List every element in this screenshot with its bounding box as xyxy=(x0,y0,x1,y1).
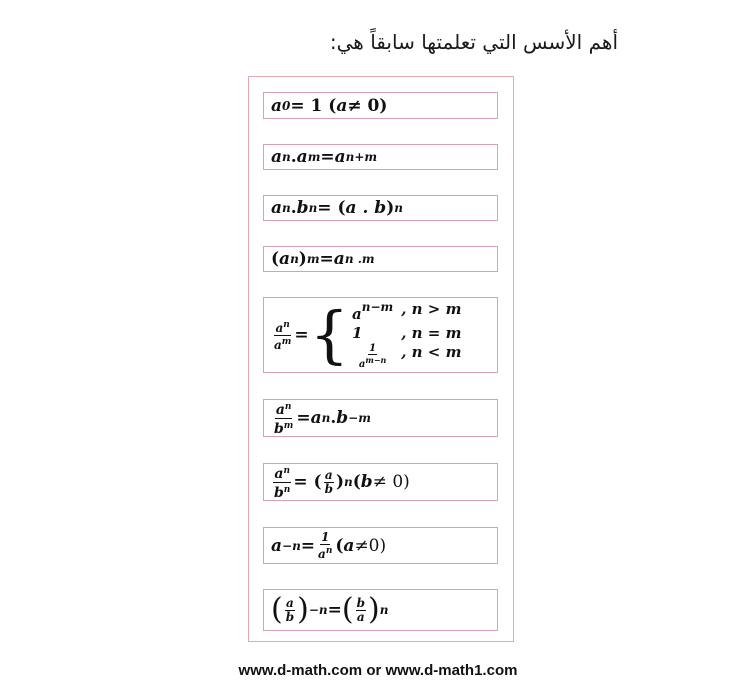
rule-9-right-num: b xyxy=(356,595,365,610)
rule-9-right-den: a xyxy=(356,609,365,624)
rule-8-den: a xyxy=(318,546,326,561)
rule-5-den: a xyxy=(274,337,282,352)
rule-6-dot: . xyxy=(330,408,337,428)
rule-power-of-power xyxy=(263,246,498,272)
rule-7-e: n xyxy=(344,475,353,489)
rule-7-inner-fraction xyxy=(324,469,334,496)
rule-6-num-exp: n xyxy=(284,401,292,412)
rule-5-case-3-den-exp: m−n xyxy=(365,355,387,365)
rule-7-cond-open: ( xyxy=(352,472,361,492)
rule-1-rhs: = 1 ( xyxy=(290,95,337,116)
rule-4-b: a xyxy=(333,249,345,269)
rule-negative-exponent xyxy=(263,527,498,564)
rule-6-b: b xyxy=(336,408,349,428)
rule-2-e: n+m xyxy=(345,150,378,164)
rule-7-den: b xyxy=(274,484,284,501)
rule-9-left-den: b xyxy=(285,609,295,624)
rule-2-b: a xyxy=(296,147,308,167)
rule-1-cond: a xyxy=(336,95,348,116)
rule-product-same-exponent xyxy=(263,195,498,221)
rule-5-num-exp: n xyxy=(283,319,290,330)
rule-7-inner-den: b xyxy=(324,481,333,496)
rule-5-case-1: a xyxy=(352,305,362,323)
rule-8-fraction xyxy=(317,531,333,561)
rule-8-e: −n xyxy=(282,538,301,553)
rule-7-fraction xyxy=(273,464,291,501)
rule-6-n: n xyxy=(321,411,331,425)
rule-3-e: n xyxy=(394,201,403,215)
rule-zero-exponent xyxy=(263,92,498,119)
rule-1-exponent: 0 xyxy=(282,98,291,113)
rule-3-close: ) xyxy=(386,198,395,218)
rule-3-c: a . b xyxy=(345,198,387,218)
rule-quotient-same-exponent xyxy=(263,463,498,501)
rule-1-base: a xyxy=(271,95,283,116)
rule-5-case-3 xyxy=(354,343,391,370)
rule-9-fraction-left xyxy=(285,597,295,624)
rule-4-n: n xyxy=(290,252,299,266)
rule-8-a: a xyxy=(271,535,283,556)
rule-6-fraction xyxy=(273,400,294,437)
rule-7-den-exp: n xyxy=(283,484,291,495)
rule-6-eq: = xyxy=(296,408,311,428)
rule-5-cond-1: , n > m xyxy=(401,300,462,318)
rule-4-e: n .m xyxy=(344,252,375,266)
rule-9-eq: = xyxy=(327,600,342,620)
rule-5-case-3-num: 1 xyxy=(369,343,377,354)
right-paren-icon: ) xyxy=(367,592,380,627)
rule-8-den-exp: n xyxy=(325,545,333,556)
rule-6-den-exp: m xyxy=(283,420,294,431)
rule-3-m: n xyxy=(308,201,318,215)
rule-quotient-cases xyxy=(263,297,498,373)
rule-7-cond-tail: ≠ 0) xyxy=(372,472,410,492)
rule-9-fraction-right xyxy=(356,597,366,624)
rule-9-left-num: a xyxy=(286,595,294,610)
rule-fraction-negative-exponent xyxy=(263,589,498,631)
rule-6-a: a xyxy=(310,408,322,428)
rule-6-den: b xyxy=(274,420,284,437)
rule-3-dot: . xyxy=(290,198,297,218)
rule-quotient-different-base xyxy=(263,399,498,437)
rule-3-a: a xyxy=(271,198,283,218)
rule-8-cond-tail: ≠0) xyxy=(354,535,387,556)
page-title: أهم الأسس التي تعلمتها سابقاً هي: xyxy=(329,30,618,54)
rule-5-den-exp: m xyxy=(281,336,292,347)
rule-5-num: a xyxy=(275,320,284,335)
rule-9-e: −n xyxy=(308,603,328,617)
rule-4-eq: = xyxy=(319,249,334,269)
rule-4-m: m xyxy=(306,252,320,266)
rule-5-cond-2: , n = m xyxy=(401,324,462,342)
rule-2-a: a xyxy=(271,147,283,167)
rule-7-cond: b xyxy=(360,472,373,492)
rule-7-num-exp: n xyxy=(283,465,290,476)
rule-5-cond-3: , n < m xyxy=(401,343,462,361)
rule-5-fraction xyxy=(273,319,292,352)
rule-6-num: a xyxy=(275,401,285,418)
rule-8-cond-open: ( xyxy=(335,535,344,556)
rule-2-n: n xyxy=(282,150,291,164)
rule-5-case-1-exp: n−m xyxy=(361,300,394,314)
rule-5-case-3-den: a xyxy=(358,359,366,370)
rule-8-cond: a xyxy=(343,535,355,556)
rule-8-eq: = xyxy=(300,535,316,556)
rule-5-case-2: 1 xyxy=(352,324,363,342)
rule-7-eq: = ( xyxy=(293,472,322,492)
rule-5-eq: = xyxy=(294,325,309,345)
rule-4-close: ) xyxy=(298,249,307,269)
rule-6-e: −m xyxy=(348,411,371,425)
rule-2-m: m xyxy=(307,150,321,164)
rule-3-n: n xyxy=(282,201,291,215)
rule-7-num: a xyxy=(274,465,284,482)
left-paren-icon: ( xyxy=(341,592,354,627)
rule-2-dot: . xyxy=(290,147,297,167)
left-paren-icon: ( xyxy=(271,592,283,627)
right-paren-icon: ) xyxy=(297,592,309,627)
rule-4-a: a xyxy=(279,249,291,269)
rule-3-eq: = ( xyxy=(317,198,346,218)
rule-3-b: b xyxy=(296,198,309,218)
rule-5-cases xyxy=(352,300,461,370)
rule-9-e2: n xyxy=(379,603,389,617)
rule-product-same-base xyxy=(263,144,498,170)
rule-7-close: ) xyxy=(335,472,344,492)
rule-4-open: ( xyxy=(271,249,280,269)
rule-7-inner-num: a xyxy=(324,467,333,482)
footer-links: www.d-math.com or www.d-math1.com xyxy=(238,662,518,679)
rule-1-tail: ≠ 0) xyxy=(347,95,388,116)
rule-2-c: a xyxy=(334,147,346,167)
rule-8-num: 1 xyxy=(321,529,330,544)
left-brace-icon: { xyxy=(309,298,350,371)
rule-2-eq: = xyxy=(320,147,335,167)
